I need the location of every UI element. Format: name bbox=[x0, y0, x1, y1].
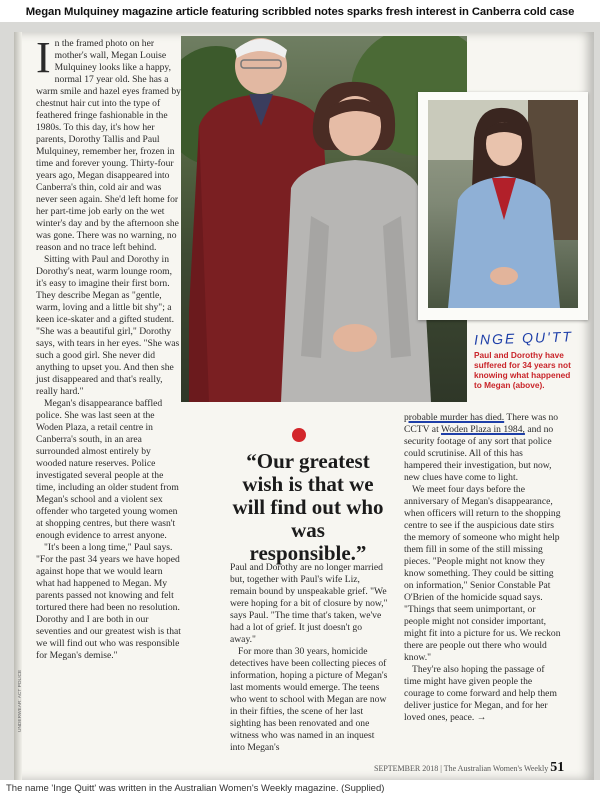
right-lead-text-2: and no security footage of any sort that police could scrutinise. All of this has hampered their investigation, but now, new clues have come to light. bbox=[404, 424, 554, 483]
photo-credit: UNDERWEAR: ACT POLICE bbox=[18, 669, 23, 732]
handwritten-note: INGE QU'TT bbox=[473, 328, 574, 348]
right-paragraph-1 bbox=[404, 412, 562, 484]
article-headline: Megan Mulquiney magazine article featuring scribbled notes sparks fresh interest in Canberra cold case bbox=[25, 6, 575, 18]
right-column bbox=[404, 412, 562, 724]
girl-figure bbox=[428, 100, 578, 308]
left-paragraph-2: Sitting with Paul and Dorothy in Dorothy's neat, warm lounge room, it's easy to imagine their first born. They describe Megan as "gentle, warm, loving and a little bit shy"; a keen ice-skater and a gifted student. "She was a beautiful girl," Dorothy says, with tears in her eyes. "She was such a good girl. She never did anything to upset you. And then she just disappeared and that's really, really hard." bbox=[36, 254, 180, 397]
right-paragraph-2: We meet four days before the anniversary of Megan's disappearance, when officers will return to the shopping centre to see if the auspicious date stirs the memory of someone who might help them fill in some of the still missing pieces. "People might not know they know something. They could be sitting on information," Senior Constable Pat O'Brien of the homicide squad says. "Things that seem unimportant, or people might not consider important, might fit into a picture for us. We reckon there are people out there who would know." bbox=[404, 484, 561, 663]
right-lead-text-1: There was no CCTV at bbox=[404, 412, 559, 435]
left-paragraph-4: "It's been a long time," Paul says. "For the past 34 years we have hoped against hope that we would learn what had happened to Megan. My parents passed not knowing and felt tortured there had been no resolution. Dorothy and I are both in our seventies and our greatest wish is that we will find out who was responsible for Megan's demise." bbox=[36, 542, 181, 661]
page-footer bbox=[374, 760, 564, 776]
woman-figure bbox=[281, 76, 431, 402]
middle-column bbox=[230, 562, 388, 754]
dropcap: I bbox=[36, 33, 51, 82]
photo-caption: Paul and Dorothy have suffered for 34 years not knowing what happened to Megan (above). bbox=[474, 350, 571, 390]
underlined-phrase-2: Woden Plaza in 1984, bbox=[440, 424, 525, 435]
left-paragraph-3: Megan's disappearance baffled police. She was last seen at the Woden Plaza, a retail centre in Canberra's south, in an area surrounded almost entirely by wooded nature reserves. Police investigated several people at the time, including an older student from Megan's school and a violent sex offender who targeted young women at shopping centres, but there wasn't enough evidence to arrest anyone. bbox=[36, 398, 179, 541]
magazine-page bbox=[14, 32, 594, 780]
magazine-scan bbox=[0, 22, 600, 780]
left-paragraph-1-text: n the framed photo on her mother's wall, Megan Louise Mulquiney looks like a happy, normal 17 year old. She has a warm smile and hazel eyes framed by chestnut hair cut into the type of feathered fringe fashionable in the 1980s. To this day, it's how her parents, Dorothy Tallis and Paul Mulquiney, remember her, frozen in time and forever young. Thirty-four years ago, Megan disappeared into Canberra's thin, cold air and was never seen again. She'd left home for her part-time job early on the wet winter's day and by the afternoon she was gone. There was no warning, no reason and no trace left behind. bbox=[36, 38, 181, 253]
mid-paragraph-2: For more than 30 years, homicide detectives have been collecting pieces of information, hoping a picture of Megan's last moments would emerge. The teens who went to school with Megan are now in their fifties, the scene of her last sighting has been renovated and one witness who was named in an inquest into Megan's bbox=[230, 646, 388, 753]
pull-quote: “Our greatest wish is that we will find out who was responsible.” bbox=[232, 449, 384, 565]
mid-paragraph-1: Paul and Dorothy are no longer married but, together with Paul's wife Liz, remain bound by unspeakable grief. "We were hoping for a bit of closure by now," says Paul. "The time that's taken, we've had a lot of grief. It just doesn't go away." bbox=[230, 562, 388, 645]
megan-photo bbox=[428, 100, 578, 308]
page-number: 51 bbox=[550, 760, 565, 775]
left-paragraph-1 bbox=[36, 33, 182, 254]
image-caption: The name 'Inge Quitt' was written in the Australian Women's Weekly magazine. (Supplied) bbox=[6, 783, 385, 794]
right-paragraph-3: They're also hoping the passage of time might have given people the courage to come forward and help them deliver justice for Megan, and for her loved ones, peace. → bbox=[404, 664, 557, 723]
issue-label: SEPTEMBER 2018 | The Australian Women's Weekly bbox=[374, 764, 549, 773]
left-column bbox=[36, 33, 182, 662]
red-dot-ornament bbox=[292, 428, 306, 442]
megan-photo-frame bbox=[418, 92, 588, 320]
underlined-phrase: probable murder has died. bbox=[404, 412, 505, 423]
